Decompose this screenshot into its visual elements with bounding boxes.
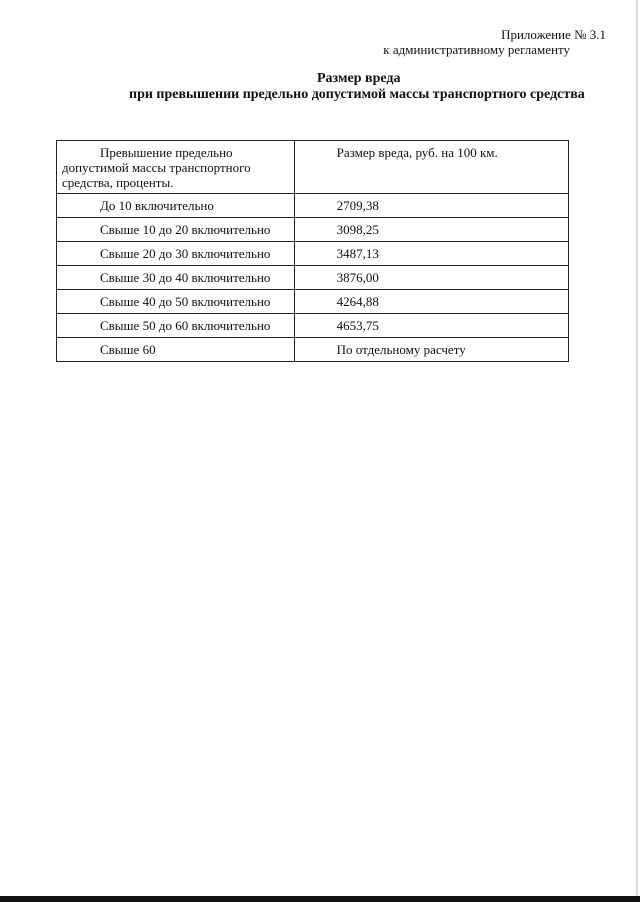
table-row [57, 314, 569, 338]
cell-amount: 4264,88 [294, 290, 568, 314]
header-excess-line: допустимой массы транспортного [62, 160, 251, 175]
annex-regulation: к административному регламенту [383, 42, 570, 57]
header-excess-line: средства, проценты. [62, 175, 174, 190]
title-main: Размер вреда [317, 71, 401, 86]
table-row [57, 242, 569, 266]
cell-range: До 10 включительно [57, 194, 295, 218]
scan-bottom-edge [0, 896, 640, 902]
cell-amount: 2709,38 [294, 194, 568, 218]
table-row [57, 218, 569, 242]
cell-range: Свыше 10 до 20 включительно [57, 218, 295, 242]
document-title [0, 71, 640, 103]
cell-amount: По отдельному расчету [294, 338, 568, 362]
cell-range: Свыше 60 [57, 338, 295, 362]
header-excess-line: Превышение предельно [100, 145, 233, 160]
cell-range: Свыше 20 до 30 включительно [57, 242, 295, 266]
harm-table [56, 140, 569, 362]
table-row [57, 266, 569, 290]
header-harm-amount: Размер вреда, руб. на 100 км. [294, 141, 568, 194]
cell-amount: 3487,13 [294, 242, 568, 266]
table-row [57, 338, 569, 362]
cell-range: Свыше 50 до 60 включительно [57, 314, 295, 338]
cell-amount: 3876,00 [294, 266, 568, 290]
header-excess-percent [57, 141, 295, 194]
annex-number: Приложение № 3.1 [501, 27, 606, 42]
table-header-row [57, 141, 569, 194]
cell-amount: 4653,75 [294, 314, 568, 338]
cell-range: Свыше 30 до 40 включительно [57, 266, 295, 290]
cell-range: Свыше 40 до 50 включительно [57, 290, 295, 314]
table-row [57, 194, 569, 218]
annex-reference [383, 27, 606, 57]
cell-amount: 3098,25 [294, 218, 568, 242]
table-row [57, 290, 569, 314]
scan-edge-shadow [636, 0, 638, 902]
title-subtitle: при превышении предельно допустимой массы транспортного средства [129, 87, 585, 102]
